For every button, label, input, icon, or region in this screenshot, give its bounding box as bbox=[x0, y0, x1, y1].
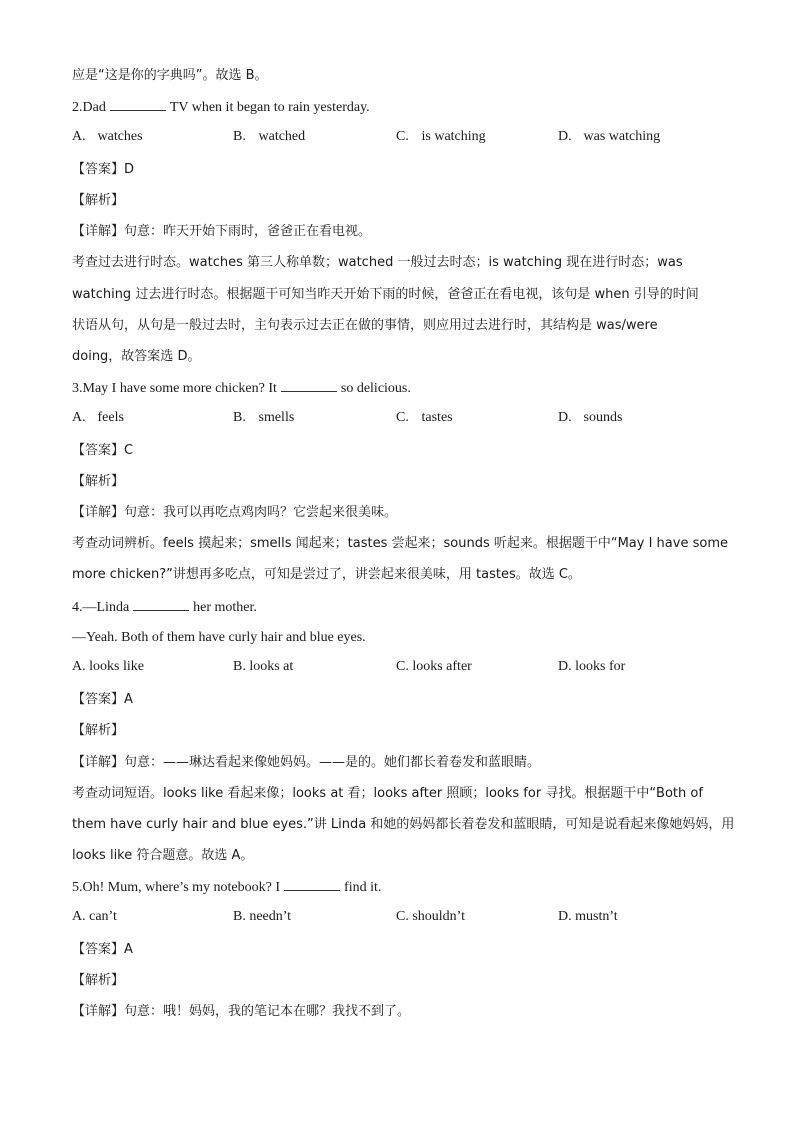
explanation-text: 考查动词短语。looks like 看起来像；looks at 看；looks after 照顾；looks for 寻找。根据题干中“Both of bbox=[72, 786, 703, 801]
detail-sentence: 【详解】句意：昨天开始下雨时，爸爸正在看电视。 bbox=[72, 224, 372, 239]
question-stem-end: so delicious. bbox=[340, 381, 411, 396]
explanation-text: 考查动词辨析。feels 摸起来；smells 闻起来；tastes 尝起来；sounds 听起来。根据题干中“May I have some bbox=[72, 536, 728, 551]
explanation-text: more chicken?”讲想再多吃点，可知是尝过了，讲尝起来很美味，用 tastes。故选 C。 bbox=[72, 567, 581, 582]
option-b bbox=[233, 410, 294, 426]
option-key: B. bbox=[233, 659, 246, 674]
options-q4 bbox=[72, 659, 732, 679]
answer-blank bbox=[133, 597, 189, 611]
option-text: is watching bbox=[421, 129, 486, 144]
option-key: C. bbox=[396, 909, 409, 924]
explanation-text: 状语从句，从句是一般过去时，主句表示过去正在做的事情，则应用过去进行时，其结构是 was/were bbox=[72, 318, 658, 333]
explanation-text: watching 过去进行时态。根据题干可知当昨天开始下雨的时候，爸爸正在看电视，该句是 when 引导的时间 bbox=[72, 287, 699, 302]
option-a bbox=[72, 909, 117, 925]
options-q2 bbox=[72, 129, 732, 149]
answer-label: 【答案】A bbox=[72, 692, 133, 707]
options-q5 bbox=[72, 909, 732, 929]
option-text: looks at bbox=[249, 659, 294, 674]
option-key: A. bbox=[72, 909, 86, 924]
option-a bbox=[72, 410, 124, 426]
option-text: shouldn’t bbox=[412, 909, 465, 924]
option-d bbox=[558, 659, 625, 675]
question-5 bbox=[72, 877, 732, 898]
option-d bbox=[558, 909, 618, 925]
option-text: watched bbox=[258, 129, 306, 144]
question-stem-end: find it. bbox=[344, 880, 382, 895]
analysis-label: 【解析】 bbox=[72, 474, 125, 489]
option-a bbox=[72, 659, 144, 675]
option-key: C. bbox=[396, 659, 409, 674]
option-c bbox=[396, 659, 472, 675]
option-c bbox=[396, 909, 465, 925]
answer-label: 【答案】A bbox=[72, 942, 133, 957]
option-key: A. bbox=[72, 129, 86, 144]
option-b bbox=[233, 659, 293, 675]
option-key: D. bbox=[558, 909, 572, 924]
option-c bbox=[396, 410, 453, 426]
option-text: mustn’t bbox=[575, 909, 618, 924]
option-d bbox=[558, 410, 622, 426]
question-stem-start: 2.Dad bbox=[72, 100, 106, 115]
explanation-text: doing，故答案选 D。 bbox=[72, 349, 201, 364]
option-text: feels bbox=[97, 410, 124, 425]
option-b bbox=[233, 909, 291, 925]
option-key: D. bbox=[558, 129, 572, 144]
answer-blank bbox=[281, 378, 337, 392]
analysis-label: 【解析】 bbox=[72, 723, 125, 738]
option-text: tastes bbox=[421, 410, 453, 425]
question-2 bbox=[72, 97, 732, 118]
detail-sentence: 【详解】句意：——琳达看起来像她妈妈。——是的。她们都长着卷发和蓝眼睛。 bbox=[72, 755, 541, 770]
option-key: B. bbox=[233, 909, 246, 924]
question-3 bbox=[72, 378, 732, 399]
question-stem-end: TV when it began to rain yesterday. bbox=[169, 100, 370, 115]
answer-blank bbox=[284, 877, 340, 891]
option-key: C. bbox=[396, 410, 409, 425]
option-text: needn’t bbox=[249, 909, 292, 924]
options-q3 bbox=[72, 410, 732, 430]
option-key: D. bbox=[558, 410, 572, 425]
question-stem-end: her mother. bbox=[193, 600, 257, 615]
explanation-text: 应是“这是你的字典吗”。故选 B。 bbox=[72, 68, 268, 83]
option-c bbox=[396, 129, 486, 145]
explanation-text: looks like 符合题意。故选 A。 bbox=[72, 848, 254, 863]
question-4 bbox=[72, 597, 732, 618]
analysis-label: 【解析】 bbox=[72, 193, 125, 208]
option-text: looks like bbox=[89, 659, 144, 674]
option-b bbox=[233, 129, 305, 145]
answer-label: 【答案】C bbox=[72, 443, 134, 458]
option-key: A. bbox=[72, 659, 86, 674]
question-stem-start: 4.—Linda bbox=[72, 600, 130, 615]
option-text: can’t bbox=[89, 909, 117, 924]
option-key: D. bbox=[558, 659, 572, 674]
option-text: looks for bbox=[575, 659, 626, 674]
option-a bbox=[72, 129, 143, 145]
question-stem-start: 3.May I have some more chicken? It bbox=[72, 381, 277, 396]
question-stem-start: 5.Oh! Mum, where’s my notebook? I bbox=[72, 880, 281, 895]
explanation-text: 考查过去进行时态。watches 第三人称单数；watched 一般过去时态；is watching 现在进行时态；was bbox=[72, 255, 683, 270]
detail-sentence: 【详解】句意：我可以再吃点鸡肉吗？它尝起来很美味。 bbox=[72, 505, 398, 520]
option-text: was watching bbox=[583, 129, 661, 144]
option-text: sounds bbox=[583, 410, 623, 425]
option-d bbox=[558, 129, 660, 145]
answer-label: 【答案】D bbox=[72, 162, 135, 177]
explanation-text: them have curly hair and blue eyes.”讲 Linda 和她的妈妈都长着卷发和蓝眼睛，可知是说看起来像她妈妈，用 bbox=[72, 817, 735, 832]
detail-sentence: 【详解】句意：哦！妈妈，我的笔记本在哪？我找不到了。 bbox=[72, 1004, 411, 1019]
option-key: B. bbox=[233, 129, 246, 144]
option-text: smells bbox=[258, 410, 295, 425]
analysis-label: 【解析】 bbox=[72, 973, 125, 988]
option-text: watches bbox=[97, 129, 143, 144]
option-key: A. bbox=[72, 410, 86, 425]
option-text: looks after bbox=[412, 659, 472, 674]
option-key: B. bbox=[233, 410, 246, 425]
option-key: C. bbox=[396, 129, 409, 144]
question-4-reply: —Yeah. Both of them have curly hair and blue eyes. bbox=[72, 630, 366, 645]
answer-blank bbox=[110, 97, 166, 111]
